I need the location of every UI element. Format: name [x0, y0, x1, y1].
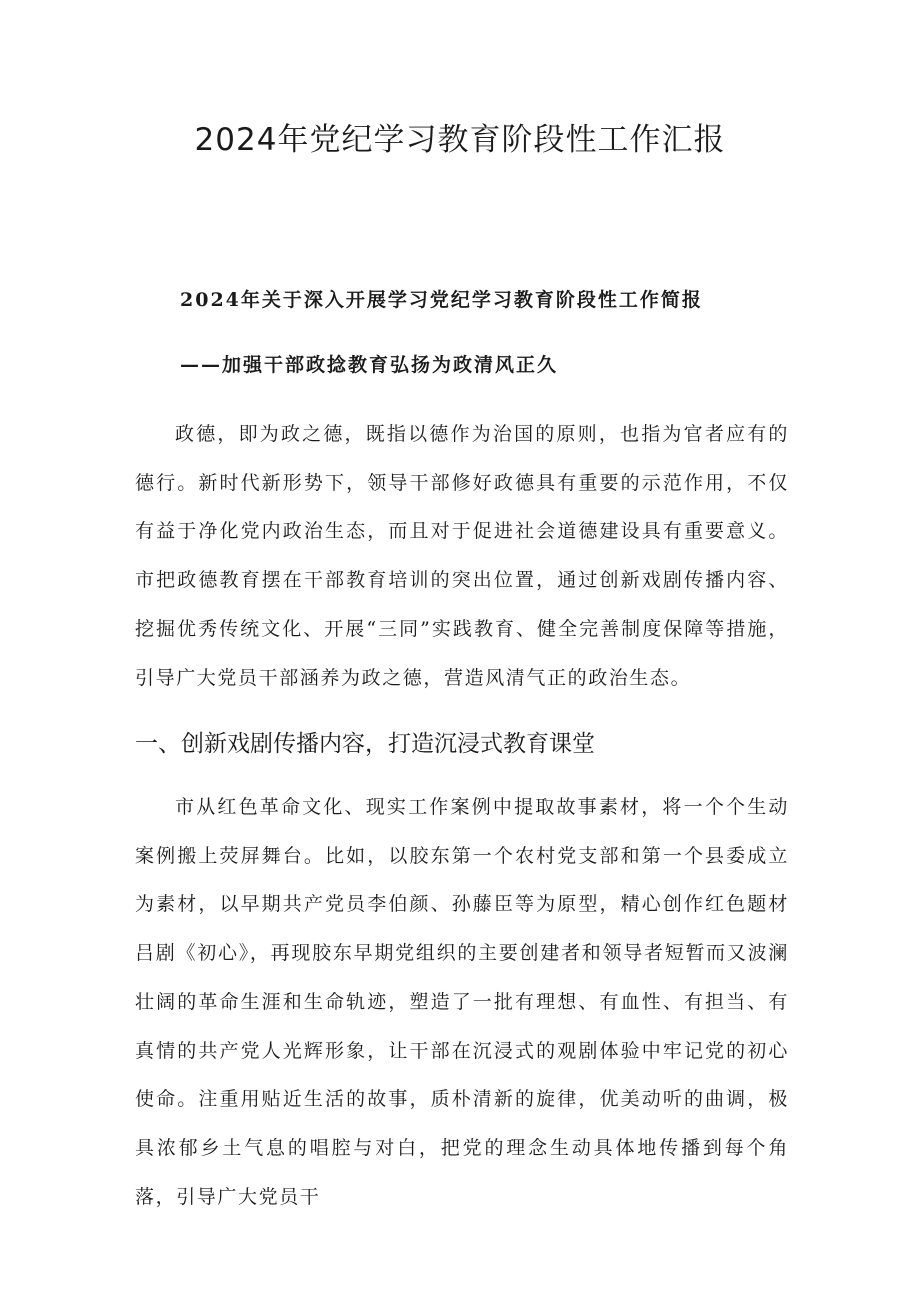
intro-paragraph: 政德，即为政之德，既指以德作为治国的原则，也指为官者应有的德行。新时代新形势下，领导干部修好政德具有重要的示范作用，不仅有益于净化党内政治生态，而且对于促进社会道德建设具有重要意义。市把政德教育摆在干部教育培训的突出位置，通过创新戏剧传播内容、挖掘优秀传统文化、开展“三同”实践教育、健全完善制度保障等措施，引导广大党员干部涵养为政之德，营造风清气正的政治生态。 [135, 423, 789, 689]
brief-title: 2024年关于深入开展学习党纪学习教育阶段性工作简报 [180, 289, 703, 311]
brief-subtitle: ——加强干部政捻教育弘扬为政清风正久 [180, 354, 559, 376]
document-title: 2024年党纪学习教育阶段性工作汇报 [194, 122, 726, 158]
section-1-paragraph: 市从红色革命文化、现实工作案例中提取故事素材，将一个个生动案例搬上荧屏舞台。比如，以胶东第一个农村党支部和第一个县委成立为素材，以早期共产党员李伯颜、孙藤臣等为原型，精心创作红色题材吕剧《初心》，再现胶东早期党组织的主要创建者和领导者短暂而又波澜壮阔的革命生涯和生命轨迹，塑造了一批有理想、有血性、有担当、有真情的共产党人光辉形象，让干部在沉浸式的观剧体验中牢记党的初心使命。注重用贴近生活的故事，质朴清新的旋律，优美动听的曲调，极具浓郁乡土气息的唱腔与对白，把党的理念生动具体地传播到每个角落，引导广大党员干 [135, 796, 789, 1208]
section-heading-1: 一、创新戏剧传播内容，打造沉浸式教育课堂 [135, 731, 595, 757]
